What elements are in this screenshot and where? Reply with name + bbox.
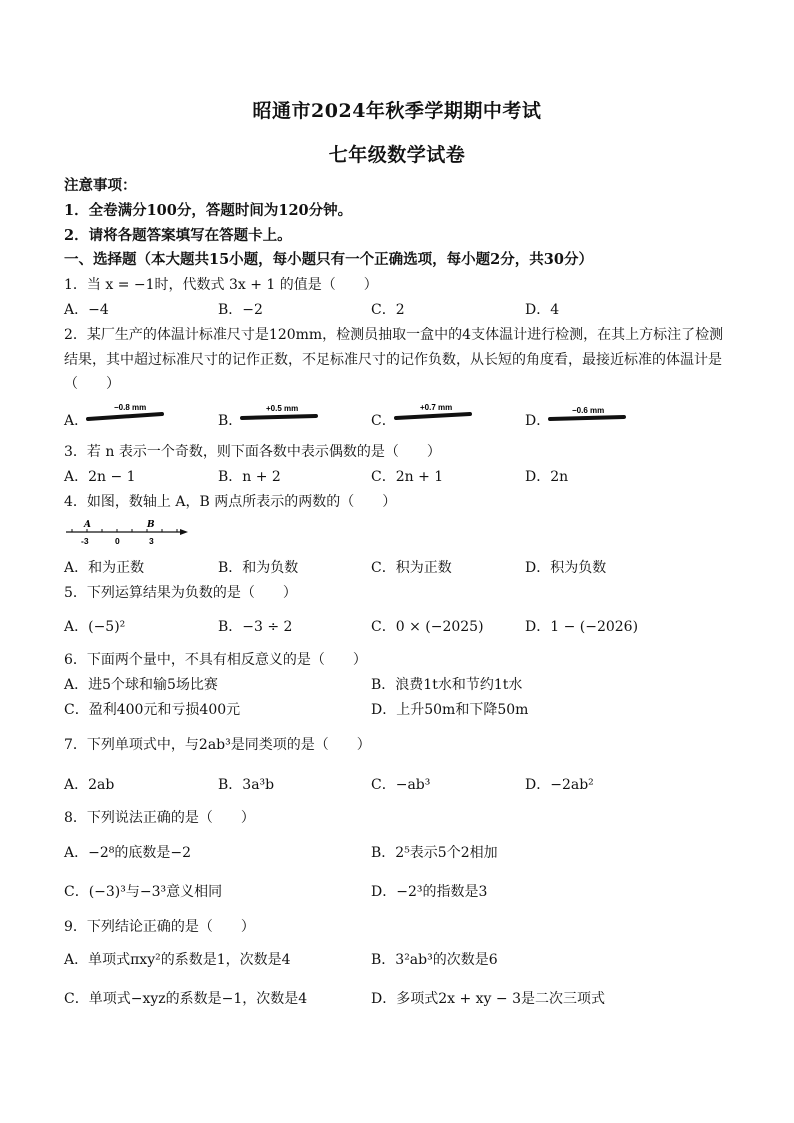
q7-option-a: A．2ab [64,777,115,793]
q6-option-a: A．进5个球和输5场比赛 [64,677,218,693]
q9-option-b: B．3²ab³的次数是6 [371,952,498,968]
q4-option-c: C．积为正数 [371,560,452,576]
q3-option-a: A．2n − 1 [64,469,136,485]
q7-option-c: C．−ab³ [371,777,431,793]
q6-option-b: B．浪费1t水和节约1t水 [371,677,523,693]
thermometer-d-image [548,402,628,424]
q1-option-a: A．−4 [64,302,109,318]
question-7-stem: 7．下列单项式中，与2ab³是同类项的是（ ） [64,737,371,753]
notice-item-1: 1．全卷满分100分，答题时间为120分钟。 [64,202,353,219]
q5-option-d: D．1 − (−2026) [525,619,639,635]
question-4-stem: 4．如图，数轴上 A，B 两点所表示的两数的（ ） [64,494,397,510]
thermometer-c-label: +0.7 mm [420,403,453,412]
q4-option-d: D．积为负数 [525,560,607,576]
q6-option-d: D．上升50m和下降50m [371,702,529,718]
q2-option-d: D． [525,413,551,429]
q1-option-c: C．2 [371,302,405,318]
q5-option-c: C．0 × (−2025) [371,619,484,635]
question-1-stem: 1．当 x = −1时，代数式 3x + 1 的值是（ ） [64,277,378,293]
notice-heading: 注意事项： [64,177,137,194]
question-9-stem: 9．下列结论正确的是（ ） [64,919,255,935]
q3-option-d: D．2n [525,469,569,485]
q5-option-a: A．(−5)² [64,619,126,635]
point-a-label: A [84,520,91,530]
q8-option-b: B．2⁵表示5个2相加 [371,845,498,861]
q7-option-d: D．−2ab² [525,777,594,793]
q3-option-b: B．n + 2 [218,469,281,485]
q6-option-c: C．盈利400元和亏损400元 [64,702,241,718]
question-2-stem-line-2: 结果，其中超过标准尺寸的记作正数，不足标准尺寸的记作负数，从长短的角度看，最接近标准的体温计是 [64,352,722,368]
q5-option-b: B．−3 ÷ 2 [218,619,293,635]
number-line-figure [64,518,190,548]
question-2-stem-line-1: 2．某厂生产的体温计标准尺寸是120mm，检测员抽取一盒中的4支体温计进行检测，在其上方标注了检测 [64,327,724,343]
q9-option-d: D．多项式2x + xy − 3是二次三项式 [371,991,606,1007]
notice-item-2: 2．请将各题答案填写在答题卡上。 [64,227,292,244]
tick-label-0: 0 [115,536,120,546]
q8-option-c: C．(−3)³与−3³意义相同 [64,884,223,900]
q2-option-b: B． [218,413,243,429]
exam-title: 昭通市2024年秋季学期期中考试 [252,100,542,122]
section-heading-choice: 一、选择题（本大题共15小题，每小题只有一个正确选项，每小题2分，共30分） [64,251,593,268]
q7-option-b: B．3a³b [218,777,275,793]
q3-option-c: C．2n + 1 [371,469,444,485]
thermometer-a-image [86,402,166,424]
q1-option-d: D．4 [525,302,560,318]
tick-label-3: 3 [149,536,154,546]
q9-option-c: C．单项式−xyz的系数是−1，次数是4 [64,991,308,1007]
question-8-stem: 8．下列说法正确的是（ ） [64,810,255,826]
q4-option-a: A．和为正数 [64,560,145,576]
thermometer-d-label: −0.6 mm [572,406,605,415]
point-b-label: B [147,520,155,530]
q9-option-a: A．单项式πxy²的系数是1，次数是4 [64,952,291,968]
thermometer-b-image [240,402,320,424]
tick-label-neg3: -3 [81,536,89,546]
thermometer-a-label: −0.8 mm [114,403,147,412]
q4-option-b: B．和为负数 [218,560,299,576]
q2-option-c: C． [371,413,396,429]
q8-option-a: A．−2⁸的底数是−2 [64,845,191,861]
q2-option-a: A． [64,413,89,429]
question-3-stem: 3．若 n 表示一个奇数，则下面各数中表示偶数的是（ ） [64,444,441,460]
thermometer-c-image [394,402,474,424]
question-2-stem-line-3: （ ） [64,376,120,392]
q8-option-d: D．−2³的指数是3 [371,884,488,900]
thermometer-b-label: +0.5 mm [266,404,299,413]
question-6-stem: 6．下面两个量中，不具有相反意义的是（ ） [64,652,367,668]
q1-option-b: B．−2 [218,302,263,318]
question-5-stem: 5．下列运算结果为负数的是（ ） [64,585,297,601]
exam-subtitle: 七年级数学试卷 [328,144,466,166]
